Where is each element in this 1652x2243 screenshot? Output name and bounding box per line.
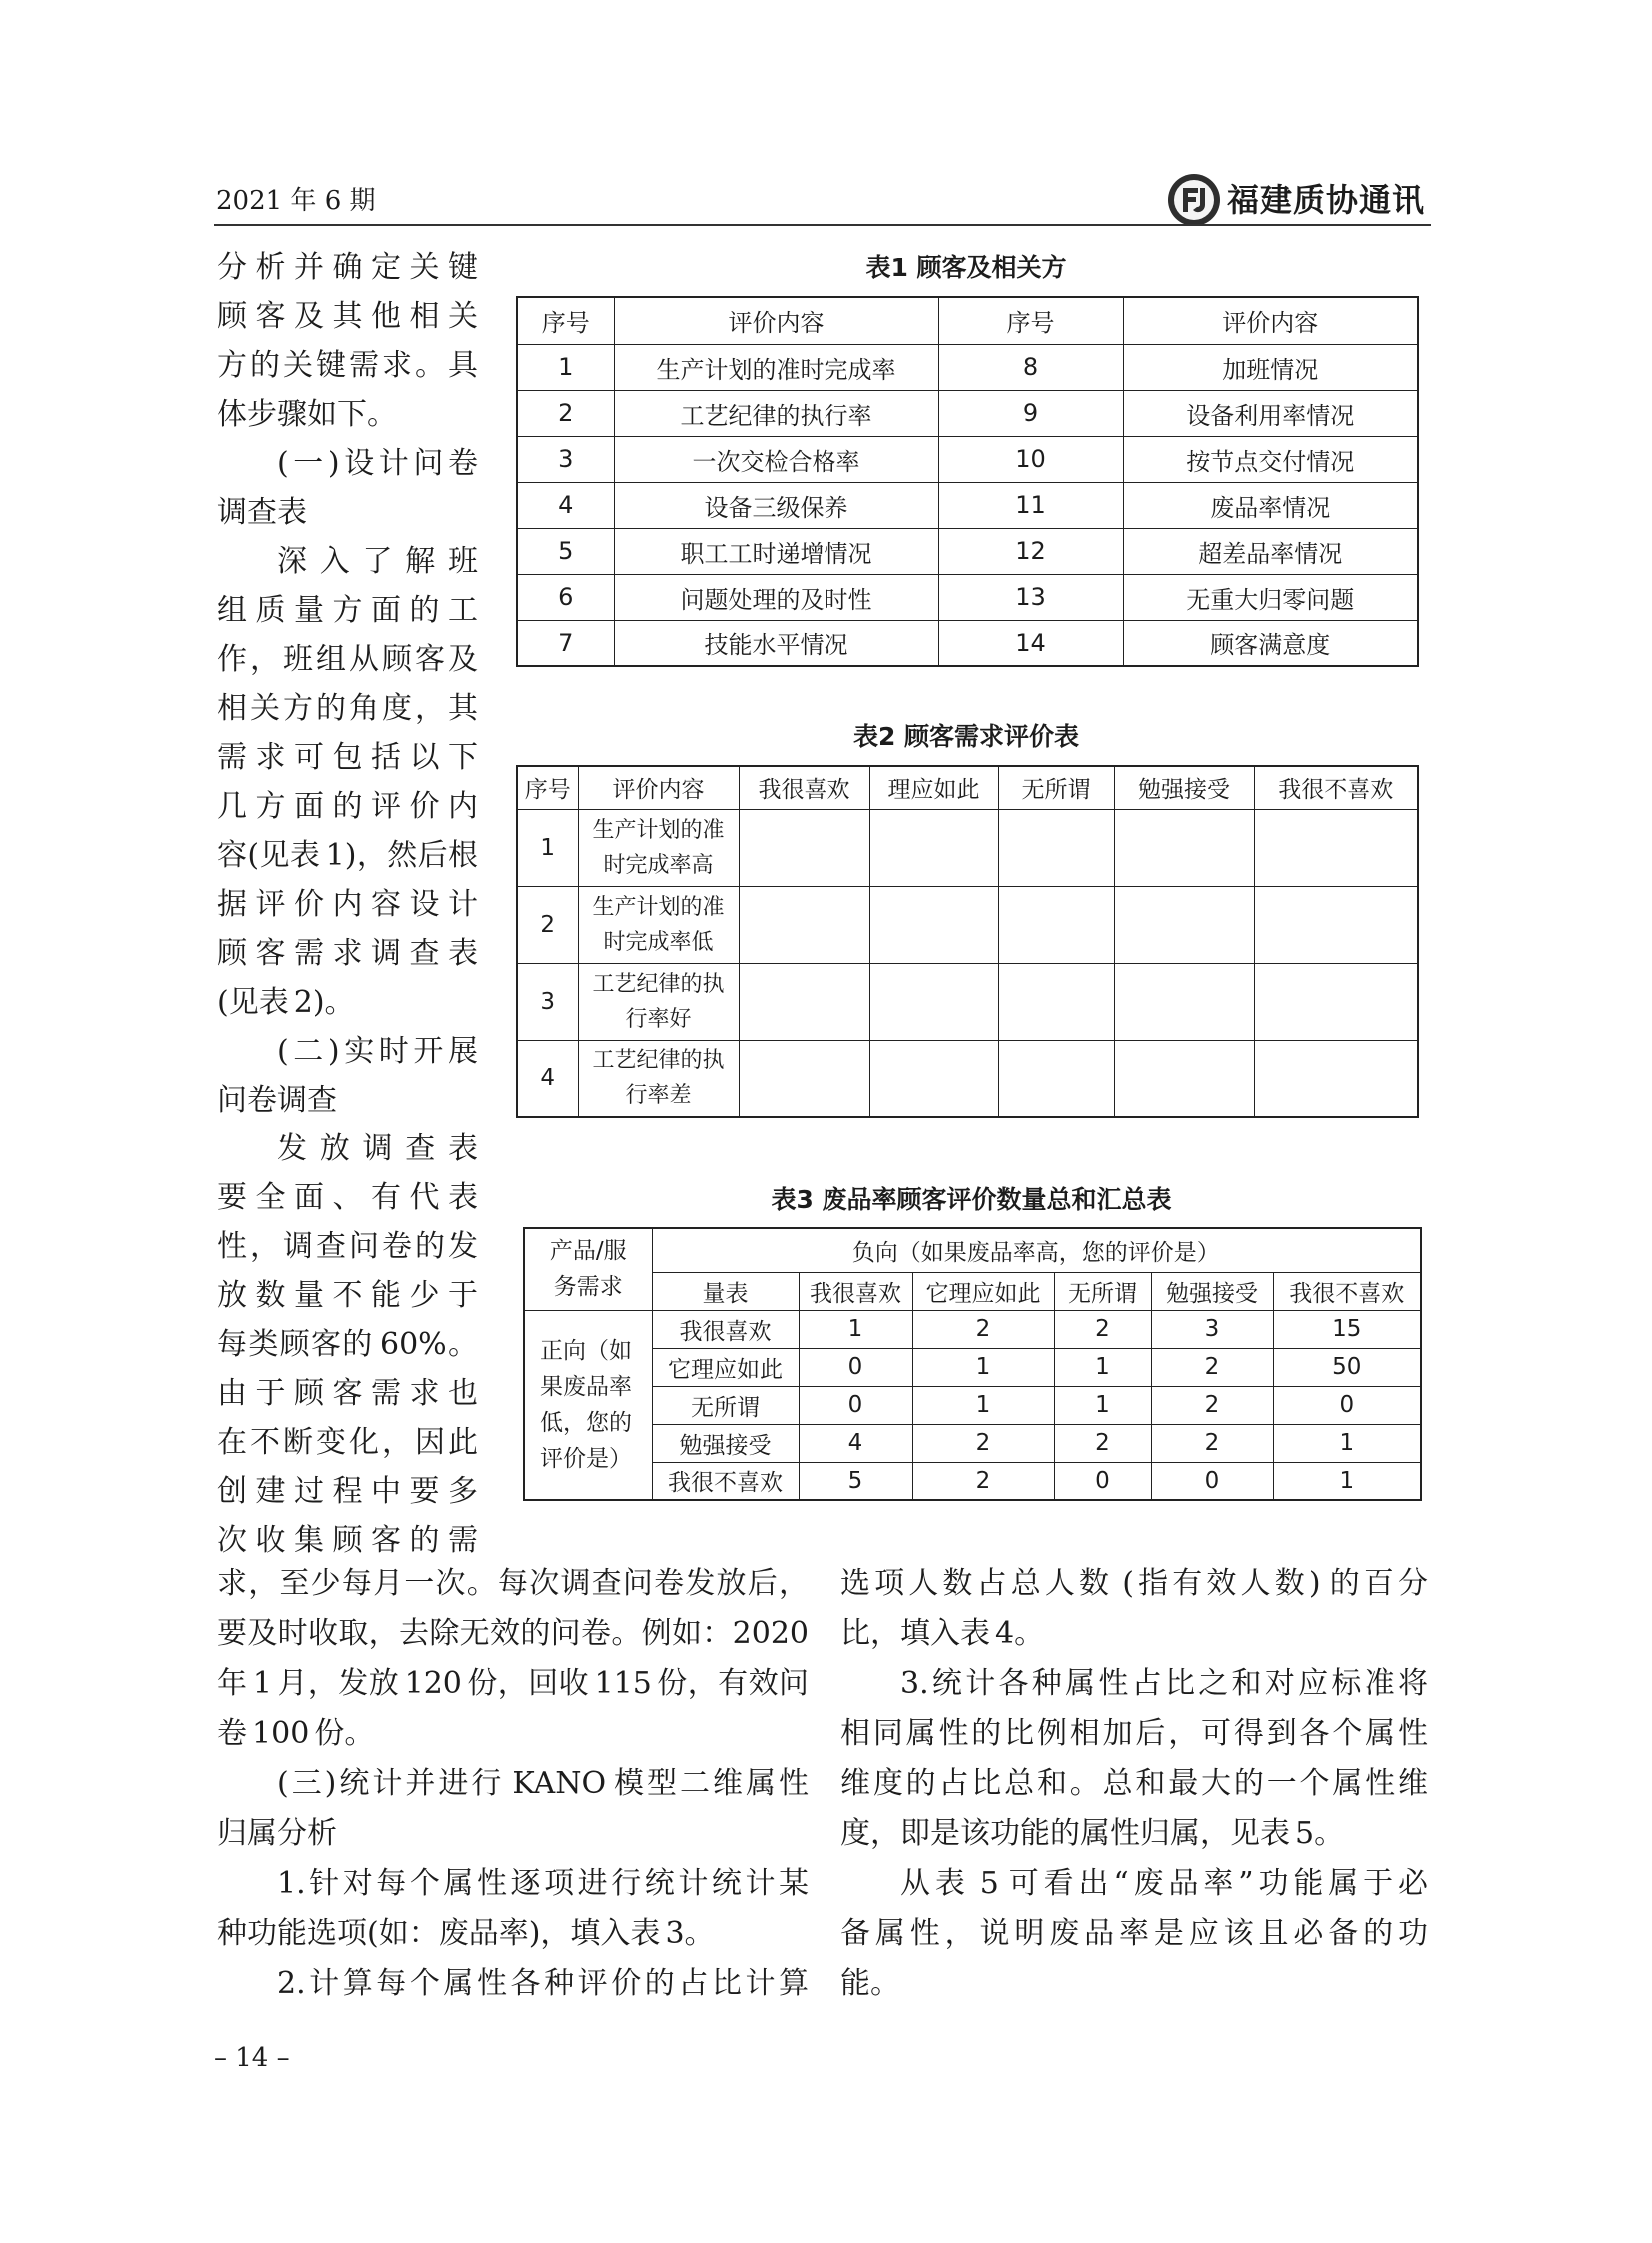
journal-logo-icon bbox=[1167, 173, 1221, 227]
table2-number-cell: 1 bbox=[517, 809, 578, 886]
text-line: 相同属性的比例相加后，可得到各个属性 bbox=[840, 1716, 1428, 1751]
header-rule bbox=[214, 224, 1431, 226]
table2-number-cell: 3 bbox=[517, 963, 578, 1040]
table2-header-cell: 序号 bbox=[517, 766, 578, 809]
text-line: 由于顾客需求也 bbox=[217, 1376, 478, 1411]
paragraph bbox=[840, 1859, 1428, 2009]
table2-row bbox=[517, 886, 1418, 963]
table3-row bbox=[524, 1348, 1421, 1386]
table3-value-cell: 2 bbox=[1151, 1386, 1273, 1424]
paragraph bbox=[217, 1759, 809, 1859]
table1-number-cell: 3 bbox=[517, 436, 614, 482]
paragraph bbox=[840, 1659, 1428, 1859]
text-line: 顾客及其他相关 bbox=[217, 299, 478, 334]
table1-title: 表1 顾客及相关方 bbox=[865, 253, 1067, 282]
table3-row bbox=[524, 1310, 1421, 1348]
table3-value-cell: 2 bbox=[1054, 1310, 1151, 1348]
table3-row-label: 我很喜欢 bbox=[652, 1310, 799, 1348]
text-line: 几方面的评价内 bbox=[217, 789, 478, 824]
text-line: 比，填入表 4。 bbox=[840, 1616, 1045, 1651]
table2-row bbox=[517, 963, 1418, 1040]
text-line: 深入了解班 bbox=[277, 544, 478, 579]
table3-value-cell: 0 bbox=[1054, 1462, 1151, 1500]
text-line: (一)设计问卷 bbox=[277, 446, 478, 481]
table1-number-cell: 2 bbox=[517, 390, 614, 436]
table2-rating-cell bbox=[869, 886, 998, 963]
table2-rating-cell bbox=[998, 809, 1114, 886]
table1-header-cell: 序号 bbox=[517, 297, 614, 344]
page-number: – 14 – bbox=[214, 2043, 290, 2073]
table2-rating-cell bbox=[998, 886, 1114, 963]
table1-header-cell: 序号 bbox=[938, 297, 1123, 344]
table2-rating-cell bbox=[1254, 809, 1418, 886]
table3-column-header: 它理应如此 bbox=[912, 1272, 1054, 1310]
table2-number-cell: 2 bbox=[517, 886, 578, 963]
table2-content-cell bbox=[578, 1040, 739, 1117]
table3-column-header: 勉强接受 bbox=[1151, 1272, 1273, 1310]
table3-value-cell: 0 bbox=[1151, 1462, 1273, 1500]
table2-rating-cell bbox=[1254, 963, 1418, 1040]
table3-value-cell: 1 bbox=[912, 1348, 1054, 1386]
text-line: 要及时收取，去除无效的问卷。例如：2020 bbox=[217, 1616, 809, 1651]
text-line: 体步骤如下。 bbox=[217, 397, 397, 432]
table2-content-cell bbox=[578, 886, 739, 963]
body-right-column bbox=[840, 1559, 1428, 2009]
text-line: 1.针对每个属性逐项进行统计统计某 bbox=[277, 1866, 809, 1901]
table1-row bbox=[517, 436, 1418, 482]
table3-row bbox=[524, 1386, 1421, 1424]
table1-number-cell: 1 bbox=[517, 344, 614, 390]
table3-value-cell: 2 bbox=[1151, 1348, 1273, 1386]
table3-scale-label: 量表 bbox=[652, 1272, 799, 1310]
table1-number-cell: 4 bbox=[517, 482, 614, 528]
journal-name: 福建质协通讯 bbox=[1227, 181, 1426, 219]
table3-value-cell: 1 bbox=[1273, 1424, 1421, 1462]
table1-row bbox=[517, 620, 1418, 666]
table2-header-cell: 理应如此 bbox=[869, 766, 998, 809]
table1-content-cell: 按节点交付情况 bbox=[1123, 436, 1418, 482]
narrow-text-column bbox=[217, 243, 478, 1565]
table2-rating-cell bbox=[739, 886, 869, 963]
text-line: 方的关键需求。具 bbox=[217, 348, 478, 383]
table1-content-cell: 设备三级保养 bbox=[614, 482, 938, 528]
table3-column-header: 无所谓 bbox=[1054, 1272, 1151, 1310]
table3-row-label: 勉强接受 bbox=[652, 1424, 799, 1462]
table2-rating-cell bbox=[739, 809, 869, 886]
table2-rating-cell bbox=[998, 1040, 1114, 1117]
table1-header-cell: 评价内容 bbox=[1123, 297, 1418, 344]
paragraph bbox=[217, 1559, 809, 1759]
table1-content-cell: 一次交检合格率 bbox=[614, 436, 938, 482]
text-line: 求，至少每月一次。每次调查问卷发放后， bbox=[217, 1566, 809, 1601]
table1-content-cell: 顾客满意度 bbox=[1123, 620, 1418, 666]
table2-header-cell: 我很喜欢 bbox=[739, 766, 869, 809]
table2-row bbox=[517, 1040, 1418, 1117]
table1-number-cell: 12 bbox=[938, 528, 1123, 574]
table3-row-label: 无所谓 bbox=[652, 1386, 799, 1424]
text-line: 作，班组从顾客及 bbox=[217, 642, 478, 677]
table1-number-cell: 7 bbox=[517, 620, 614, 666]
table2-content-text: 工艺纪律的执行率好 bbox=[592, 971, 725, 1032]
table1-number-cell: 5 bbox=[517, 528, 614, 574]
table3-header-row bbox=[524, 1228, 1421, 1272]
table2-rating-cell bbox=[998, 963, 1114, 1040]
table3-value-cell: 2 bbox=[912, 1310, 1054, 1348]
paragraph bbox=[217, 1027, 478, 1124]
table3-value-cell: 50 bbox=[1273, 1348, 1421, 1386]
table3-positive-label: 正向（如果废品率低，您的评价是） bbox=[539, 1337, 632, 1472]
paragraph bbox=[217, 243, 478, 439]
table2-rating-cell bbox=[739, 1040, 869, 1117]
text-line: 备属性，说明废品率是应该且必备的功 bbox=[840, 1916, 1428, 1951]
text-line: 问卷调查 bbox=[217, 1083, 337, 1118]
text-line: 发放调查表 bbox=[277, 1131, 478, 1166]
paragraph bbox=[217, 1859, 809, 1959]
text-line: 度，即是该功能的属性归属，见表 5。 bbox=[840, 1816, 1345, 1851]
table2-content-text: 生产计划的准时完成率低 bbox=[592, 894, 725, 955]
paragraph bbox=[217, 439, 478, 537]
paragraph bbox=[840, 1559, 1428, 1659]
text-line: 需求可包括以下 bbox=[217, 740, 478, 775]
table2-number-cell: 4 bbox=[517, 1040, 578, 1117]
table2-rating-cell bbox=[1254, 886, 1418, 963]
table3-row-label: 我很不喜欢 bbox=[652, 1462, 799, 1500]
paragraph bbox=[217, 1959, 809, 2009]
text-line: 从表 5 可看出“废品率”功能属于必 bbox=[900, 1866, 1428, 1901]
text-line: 种功能选项(如：废品率)，填入表 3。 bbox=[217, 1916, 715, 1951]
table3-row bbox=[524, 1424, 1421, 1462]
table1-row bbox=[517, 482, 1418, 528]
table1-number-cell: 8 bbox=[938, 344, 1123, 390]
table3-value-cell: 5 bbox=[799, 1462, 912, 1500]
table2-header-cell: 无所谓 bbox=[998, 766, 1114, 809]
text-line: 2.计算每个属性各种评价的占比计算 bbox=[277, 1966, 809, 2001]
text-line: 分析并确定关键 bbox=[217, 250, 478, 285]
table3-corner-text: 产品/服务需求 bbox=[549, 1238, 627, 1301]
table3 bbox=[523, 1227, 1422, 1501]
text-line: 每类顾客的 60%。 bbox=[217, 1327, 478, 1362]
table3-column-header: 我很不喜欢 bbox=[1273, 1272, 1421, 1310]
table1-content-cell: 职工工时递增情况 bbox=[614, 528, 938, 574]
table1-number-cell: 14 bbox=[938, 620, 1123, 666]
text-line: 3.统计各种属性占比之和对应标准将 bbox=[900, 1666, 1428, 1701]
text-line: 放数量不能少于 bbox=[217, 1278, 478, 1313]
table2 bbox=[516, 765, 1419, 1118]
table3-positive-label-cell bbox=[524, 1310, 652, 1500]
text-line: 调查表 bbox=[217, 495, 307, 530]
text-line: 容(见表 1)，然后根 bbox=[217, 838, 478, 873]
text-line: 能。 bbox=[840, 1966, 900, 2001]
table1-row bbox=[517, 344, 1418, 390]
table3-value-cell: 15 bbox=[1273, 1310, 1421, 1348]
table1-content-cell: 超差品率情况 bbox=[1123, 528, 1418, 574]
table2-header-cell: 评价内容 bbox=[578, 766, 739, 809]
table3-value-cell: 2 bbox=[912, 1462, 1054, 1500]
table2-header-cell: 勉强接受 bbox=[1114, 766, 1254, 809]
table1 bbox=[516, 296, 1419, 667]
text-line: 组质量方面的工 bbox=[217, 593, 478, 628]
table2-header-cell: 我很不喜欢 bbox=[1254, 766, 1418, 809]
table1-content-cell: 加班情况 bbox=[1123, 344, 1418, 390]
table2-rating-cell bbox=[1114, 886, 1254, 963]
text-line: 年 1 月，发放 120 份，回收 115 份，有效问 bbox=[217, 1666, 809, 1701]
table1-number-cell: 9 bbox=[938, 390, 1123, 436]
table3-value-cell: 1 bbox=[799, 1310, 912, 1348]
text-line: 性，调查问卷的发 bbox=[217, 1229, 478, 1264]
table3-value-cell: 3 bbox=[1151, 1310, 1273, 1348]
text-line: 在不断变化，因此 bbox=[217, 1425, 478, 1460]
text-line: 相关方的角度，其 bbox=[217, 691, 478, 726]
table3-value-cell: 2 bbox=[912, 1424, 1054, 1462]
table2-title: 表2 顾客需求评价表 bbox=[852, 722, 1080, 751]
text-line: 要全面、有代表 bbox=[217, 1180, 478, 1215]
table3-title: 表3 废品率顾客评价数量总和汇总表 bbox=[771, 1185, 1172, 1214]
table1-content-cell: 生产计划的准时完成率 bbox=[614, 344, 938, 390]
table1-row bbox=[517, 528, 1418, 574]
text-line: 顾客需求调查表 bbox=[217, 936, 478, 971]
text-line: 归属分析 bbox=[217, 1816, 337, 1851]
table2-rating-cell bbox=[869, 809, 998, 886]
table3-value-cell: 1 bbox=[1273, 1462, 1421, 1500]
table1-number-cell: 10 bbox=[938, 436, 1123, 482]
table2-rating-cell bbox=[1254, 1040, 1418, 1117]
table1-number-cell: 13 bbox=[938, 574, 1123, 620]
table3-column-header: 我很喜欢 bbox=[799, 1272, 912, 1310]
table3-value-cell: 0 bbox=[1273, 1386, 1421, 1424]
text-line: (三)统计并进行 KANO 模型二维属性 bbox=[277, 1766, 809, 1801]
table2-content-cell bbox=[578, 809, 739, 886]
table1-header-cell: 评价内容 bbox=[614, 297, 938, 344]
table3-value-cell: 4 bbox=[799, 1424, 912, 1462]
issue-label: 2021 年 6 期 bbox=[216, 186, 376, 216]
table1-content-cell: 无重大归零问题 bbox=[1123, 574, 1418, 620]
text-line: 据评价内容设计 bbox=[217, 887, 478, 922]
text-line: (二)实时开展 bbox=[277, 1034, 478, 1069]
table2-content-text: 生产计划的准时完成率高 bbox=[592, 817, 725, 878]
text-line: 卷 100 份。 bbox=[217, 1716, 375, 1751]
table1-content-cell: 设备利用率情况 bbox=[1123, 390, 1418, 436]
table3-negative-header: 负向（如果废品率高，您的评价是） bbox=[652, 1228, 1421, 1272]
text-line: 次收集顾客的需 bbox=[217, 1523, 478, 1558]
table2-rating-cell bbox=[739, 963, 869, 1040]
table1-row bbox=[517, 390, 1418, 436]
table3-corner-cell bbox=[524, 1228, 652, 1310]
paragraph bbox=[217, 1124, 478, 1565]
body-left-column bbox=[217, 1559, 809, 2009]
table1-number-cell: 6 bbox=[517, 574, 614, 620]
table3-row bbox=[524, 1462, 1421, 1500]
table1-content-cell: 工艺纪律的执行率 bbox=[614, 390, 938, 436]
table3-value-cell: 0 bbox=[799, 1386, 912, 1424]
table3-value-cell: 2 bbox=[1151, 1424, 1273, 1462]
table1-number-cell: 11 bbox=[938, 482, 1123, 528]
table3-value-cell: 1 bbox=[1054, 1348, 1151, 1386]
table3-value-cell: 1 bbox=[912, 1386, 1054, 1424]
table3-row-label: 它理应如此 bbox=[652, 1348, 799, 1386]
table1-row bbox=[517, 574, 1418, 620]
table2-rating-cell bbox=[869, 963, 998, 1040]
table1-content-cell: 问题处理的及时性 bbox=[614, 574, 938, 620]
paragraph bbox=[217, 537, 478, 1027]
text-line: 选项人数占总人数 (指有效人数) 的百分 bbox=[840, 1566, 1428, 1601]
table2-rating-cell bbox=[1114, 963, 1254, 1040]
table3-subheader-row bbox=[524, 1272, 1421, 1310]
table1-header-row bbox=[517, 297, 1418, 344]
table3-value-cell: 2 bbox=[1054, 1424, 1151, 1462]
table1-content-cell: 废品率情况 bbox=[1123, 482, 1418, 528]
table2-header-row bbox=[517, 766, 1418, 809]
table3-value-cell: 0 bbox=[799, 1348, 912, 1386]
table3-value-cell: 1 bbox=[1054, 1386, 1151, 1424]
table2-content-cell bbox=[578, 963, 739, 1040]
table1-content-cell: 技能水平情况 bbox=[614, 620, 938, 666]
table2-rating-cell bbox=[1114, 809, 1254, 886]
table2-content-text: 工艺纪律的执行率差 bbox=[592, 1048, 725, 1109]
text-line: 维度的占比总和。总和最大的一个属性维 bbox=[840, 1766, 1428, 1801]
table2-rating-cell bbox=[1114, 1040, 1254, 1117]
text-line: 创建过程中要多 bbox=[217, 1474, 478, 1509]
table2-row bbox=[517, 809, 1418, 886]
table2-rating-cell bbox=[869, 1040, 998, 1117]
text-line: (见表 2)。 bbox=[217, 985, 355, 1020]
